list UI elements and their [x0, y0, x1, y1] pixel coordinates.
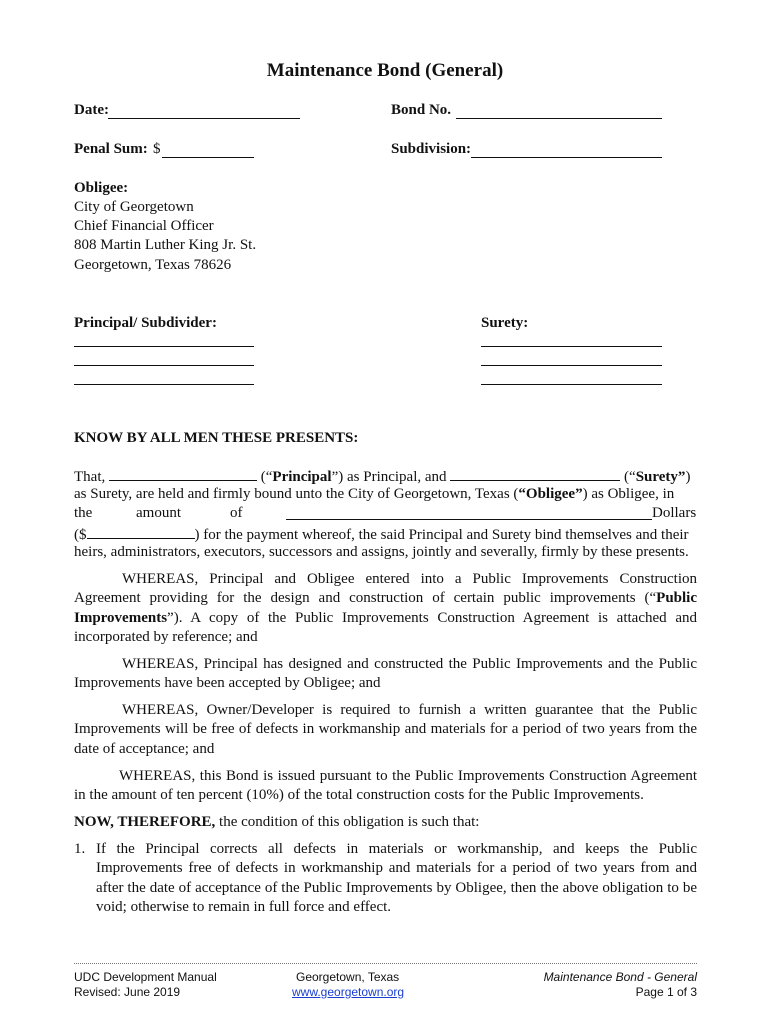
line2-b: ) as Obligee, in: [582, 486, 675, 502]
bond-no-field[interactable]: [456, 118, 662, 119]
subdivision-field[interactable]: [471, 157, 662, 158]
surety-line-2[interactable]: [481, 365, 662, 366]
footer-website-link[interactable]: www.georgetown.org: [292, 985, 405, 999]
footer-manual: UDC Development Manual: [74, 970, 217, 984]
the-word: the: [74, 505, 93, 521]
surety-label: Surety:: [481, 315, 529, 331]
whereas-3: WHEREAS, Owner/Developer is required to furnish a written guarantee that the Public Improvements will be free of defects in workmanship and materials for a period of two years from the date of acceptance; and: [74, 702, 697, 757]
principal-term: Principal: [272, 469, 332, 485]
penal-sum-field[interactable]: [162, 157, 254, 158]
principal-name-field[interactable]: [109, 466, 257, 481]
dollars-word: Dollars: [652, 505, 697, 521]
surety-term: Surety”: [635, 469, 686, 485]
opening-line-5: heirs, administrators, executors, successors and assigns, jointly and severally, firmly by these presents.: [74, 544, 689, 560]
whereas-1-b: ”). A copy of the Public Improvements Construction Agreement is attached and incorporated by reference; and: [74, 609, 697, 646]
open-paren-dollar: ($: [74, 527, 87, 543]
subdivision-label: Subdivision:: [391, 141, 472, 157]
principal-line-3[interactable]: [74, 384, 254, 385]
date-field[interactable]: [108, 118, 300, 119]
obligee-label: Obligee:: [74, 180, 129, 196]
obligee-term: “Obligee”: [518, 486, 583, 502]
footer-revised: Revised: June 2019: [74, 985, 181, 999]
obligee-line: Chief Financial Officer: [74, 218, 214, 234]
surety-open: (“: [624, 469, 636, 485]
surety-name-field[interactable]: [450, 466, 620, 481]
now-therefore-bold: NOW, THEREFORE,: [74, 814, 216, 830]
principal-line-2[interactable]: [74, 365, 254, 366]
amount-number-field[interactable]: [87, 524, 195, 539]
whereas-1: [74, 570, 697, 648]
obligee-line: Georgetown, Texas 78626: [74, 257, 232, 273]
opening-line-2: [74, 485, 697, 504]
obligee-line: 808 Martin Luther King Jr. St.: [74, 237, 257, 253]
principal-open: (“: [260, 469, 273, 485]
know-heading: KNOW BY ALL MEN THESE PRESENTS:: [74, 430, 359, 446]
principal-label: Principal/ Subdivider:: [74, 315, 217, 331]
penal-sum-dollar: $: [153, 141, 161, 157]
now-therefore: [74, 813, 479, 832]
whereas-2: WHEREAS, Principal has designed and constructed the Public Improvements and the Public Improvements have been accepted by Obligee; and: [74, 656, 697, 692]
of-word: of: [230, 505, 243, 521]
opening-line-4: [74, 524, 689, 545]
principal-line-1[interactable]: [74, 346, 254, 347]
opening-line-1: [74, 466, 690, 487]
that-text: That,: [74, 469, 106, 485]
page-title: Maintenance Bond (General): [266, 60, 504, 81]
footer-doc-title: Maintenance Bond - General: [543, 970, 697, 984]
principal-close: ”) as Principal, and: [331, 469, 447, 485]
surety-line-3[interactable]: [481, 384, 662, 385]
bond-no-label: Bond No.: [391, 102, 452, 118]
surety-close: ): [685, 469, 691, 485]
date-label: Date:: [74, 102, 109, 118]
item-1-number: 1.: [74, 841, 86, 857]
amount-words-field[interactable]: [286, 519, 652, 520]
whereas-1-a: WHEREAS, Principal and Obligee entered into a Public Improvements Construction Agreement providing for the design and construction of certain public improvements (“: [74, 571, 697, 607]
surety-line-1[interactable]: [481, 346, 662, 347]
footer-divider: [74, 963, 697, 964]
public-improvements-term: Public Improvements: [74, 590, 697, 626]
line4-text: ) for the payment whereof, the said Principal and Surety bind themselves and their: [194, 527, 689, 543]
amount-word: amount: [136, 505, 181, 521]
now-therefore-rest: the condition of this obligation is such that:: [215, 814, 480, 830]
obligee-line: City of Georgetown: [74, 199, 194, 215]
footer-city: Georgetown, Texas: [296, 970, 400, 984]
item-1-text: If the Principal corrects all defects in materials or workmanship, and keeps the Public Improvements free of defects in workmanship and materials for a period of two years from and after the date of acceptance of the Public Improvements by Obligee, then the above obligation to be void; otherwise to remain in full force and effect.: [96, 841, 697, 916]
line2-a: as Surety, are held and firmly bound unto the City of Georgetown, Texas (: [74, 486, 519, 502]
whereas-4: WHEREAS, this Bond is issued pursuant to the Public Improvements Construction Agreement in the amount of ten percent (10%) of the total construction costs for the Public Improvements.: [74, 768, 697, 804]
footer-page-number: Page 1 of 3: [635, 985, 697, 999]
penal-sum-label: Penal Sum:: [74, 141, 148, 157]
